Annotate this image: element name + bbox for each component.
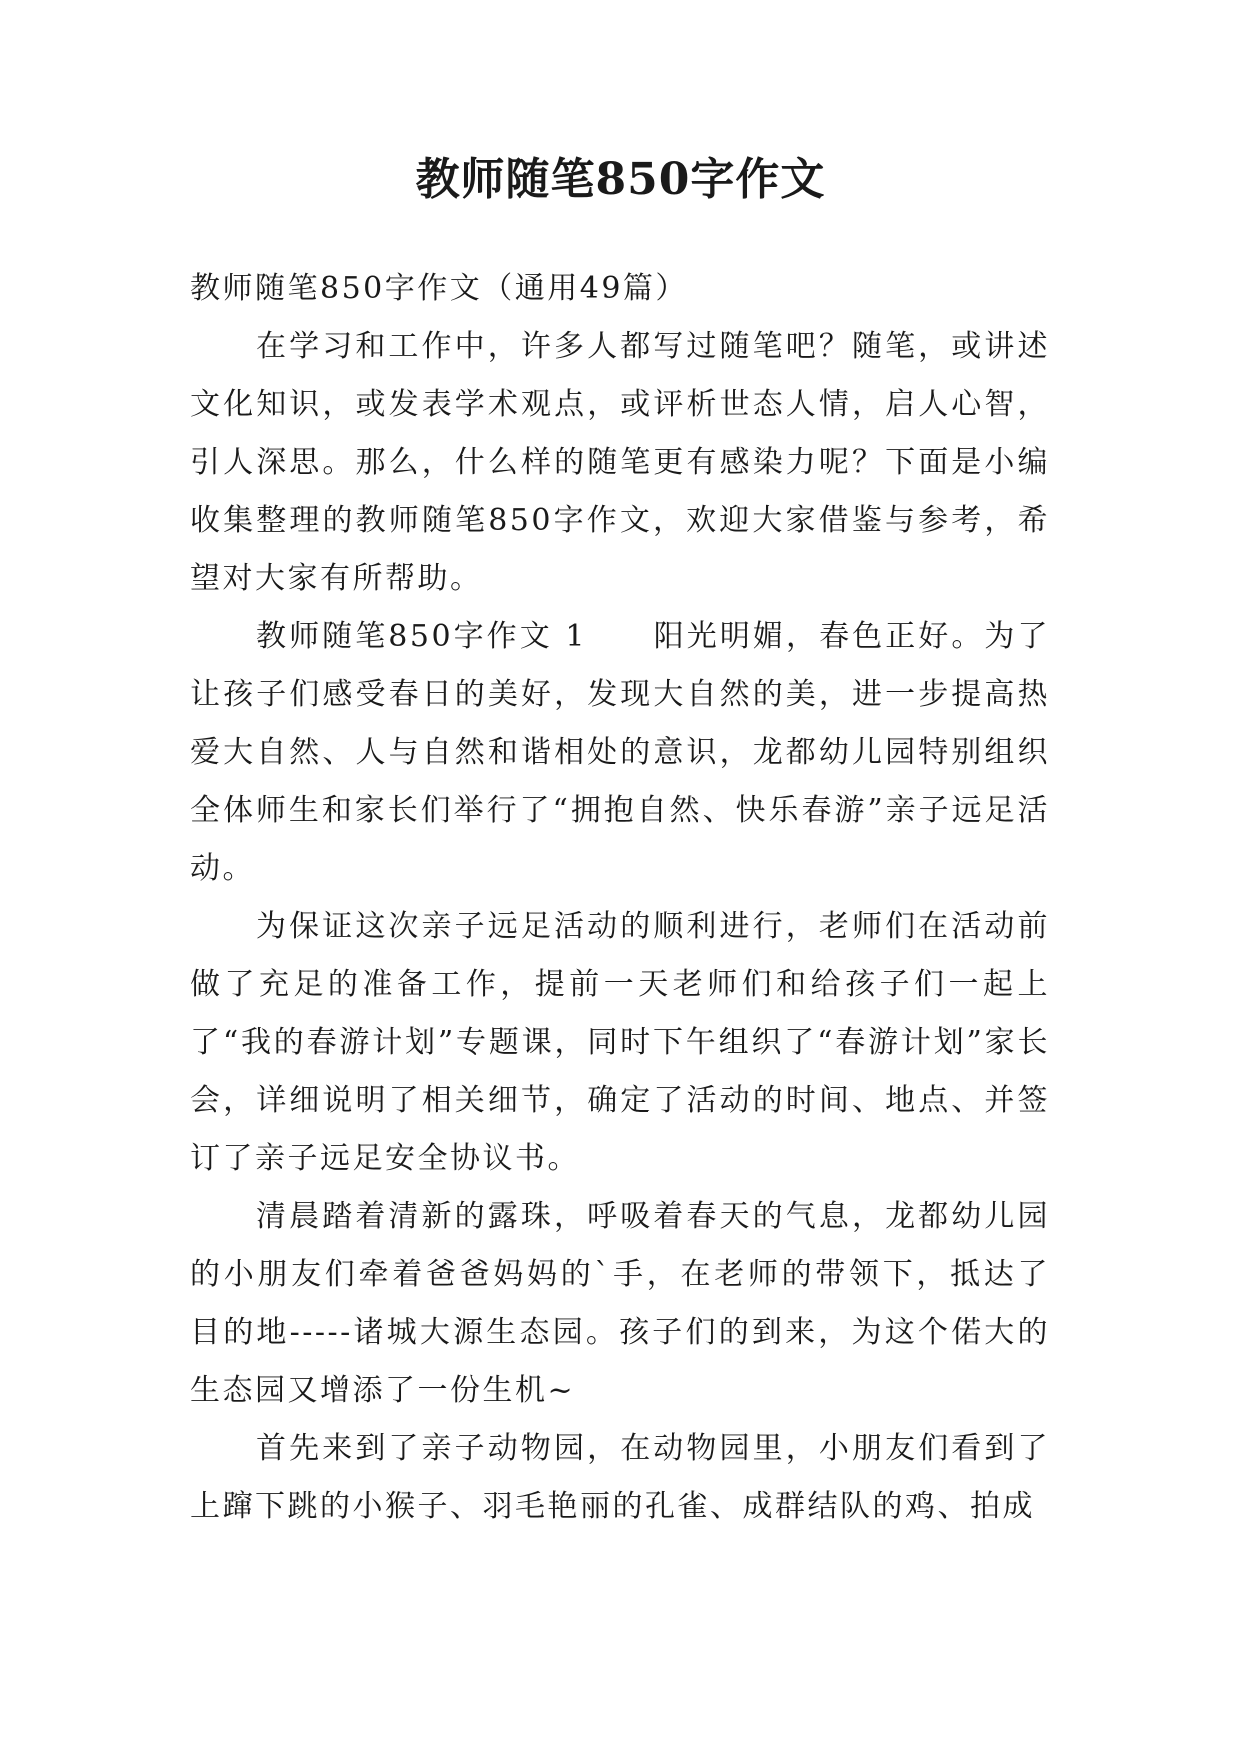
document-body [190,260,1050,1536]
paragraph-preparation: 为保证这次亲子远足活动的顺利进行，老师们在活动前做了充足的准备工作，提前一天老师们和给孩子们一起上了“我的春游计划”专题课，同时下午组织了“春游计划”家长会，详细说明了相关细节，确定了活动的时间、地点、并签订了亲子远足安全协议书。 [190,909,1050,1176]
paragraph-intro: 在学习和工作中，许多人都写过随笔吧？随笔，或讲述文化知识，或发表学术观点，或评析世态人情，启人心智，引人深思。那么，什么样的随笔更有感染力呢？下面是小编收集整理的教师随笔850字作文，欢迎大家借鉴与参考，希望对大家有所帮助。 [190,329,1050,596]
paragraph-essay-1: 教师随笔850字作文 1 阳光明媚，春色正好。为了让孩子们感受春日的美好，发现大自然的美，进一步提高热爱大自然、人与自然和谐相处的意识，龙都幼儿园特别组织全体师生和家长们举行了“拥抱自然、快乐春游”亲子远足活动。 [190,619,1050,886]
document-title: 教师随笔850字作文 [415,154,826,205]
paragraph-morning: 清晨踏着清新的露珠，呼吸着春天的气息，龙都幼儿园的小朋友们牵着爸爸妈妈的`手，在老师的带领下，抵达了目的地-----诸城大源生态园。孩子们的到来，为这个偌大的生态园又增添了一份生机~ [190,1199,1050,1408]
document-subtitle: 教师随笔850字作文（通用49篇） [190,271,688,306]
paragraph-zoo: 首先来到了亲子动物园，在动物园里，小朋友们看到了上蹿下跳的小猴子、羽毛艳丽的孔雀、成群结队的鸡、拍成 [190,1431,1050,1524]
